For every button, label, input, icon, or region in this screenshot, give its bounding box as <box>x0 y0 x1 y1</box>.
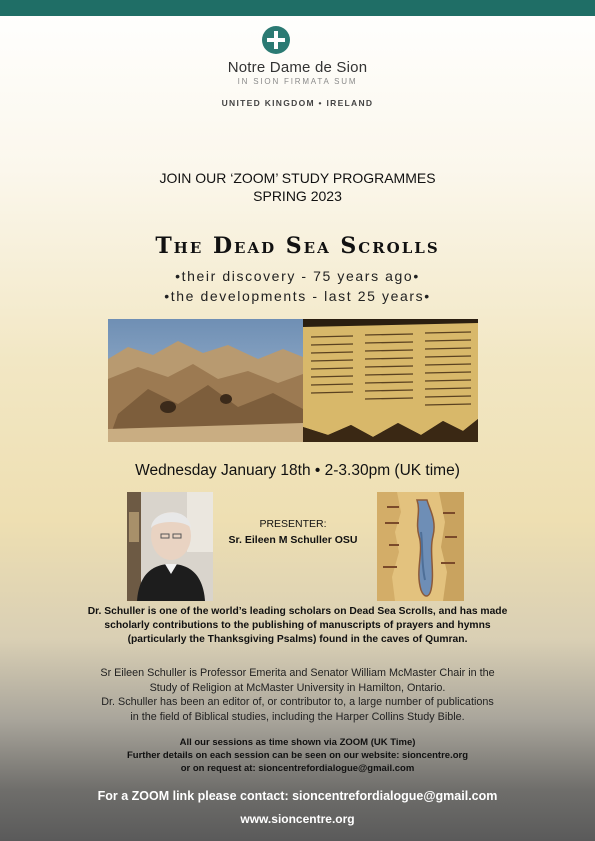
cross-logo-icon <box>262 26 290 54</box>
sessions-line: All our sessions as time shown via ZOOM (UK Time) <box>179 737 416 748</box>
presenter-portrait <box>127 492 213 601</box>
session-information <box>0 736 595 775</box>
talk-title: The Dead Sea Scrolls <box>155 233 440 259</box>
programme-season: SPRING 2023 <box>253 188 342 204</box>
zoom-contact-line: For a ZOOM link please contact: sioncentrefordialogue@gmail.com <box>97 789 498 803</box>
bio-line: Study of Religion at McMaster University in Hamilton, Ontario. <box>149 681 446 694</box>
qumran-caves-photo <box>108 319 303 442</box>
presenter-label: PRESENTER: <box>259 518 327 530</box>
sessions-line: Further details on each session can be seen on our website: sioncentre.org <box>126 750 469 761</box>
organisation-name: Notre Dame de Sion <box>227 59 368 76</box>
presenter-biography <box>0 666 595 724</box>
bio-bold-line: Dr. Schuller is one of the world’s leading scholars on Dead Sea Scrolls, and has made <box>87 606 508 617</box>
bio-bold-line: scholarly contributions to the publishing of manuscripts of prayers and hymns <box>104 620 491 631</box>
bio-line: Dr. Schuller has been an editor of, or contributor to, a large number of publications <box>101 696 494 708</box>
programme-heading: JOIN OUR ‘ZOOM’ STUDY PROGRAMMES <box>159 170 436 186</box>
bio-line: in the field of Biblical studies, including the Harper Collins Study Bible. <box>130 710 465 723</box>
scroll-fragment-photo <box>303 319 478 442</box>
sessions-line: or on request at: sioncentrefordialogue@gmail.com <box>180 763 415 774</box>
bio-bold-line: (particularly the Thanksgiving Psalms) found in the caves of Qumran. <box>127 634 468 645</box>
top-accent-bar <box>0 0 595 16</box>
bio-line: Sr Eileen Schuller is Professor Emerita and Senator William McMaster Chair in the <box>100 667 495 679</box>
dead-sea-map <box>377 492 464 601</box>
talk-subtitle-developments: •the developments - last 25 years• <box>164 288 431 304</box>
organisation-motto: IN SION FIRMATA SUM <box>237 77 358 86</box>
presenter-name: Sr. Eileen M Schuller OSU <box>228 534 358 546</box>
session-date-time: Wednesday January 18th • 2-3.30pm (UK time) <box>135 462 460 479</box>
website-link[interactable]: www.sioncentre.org <box>240 812 355 826</box>
presenter-highlight <box>0 605 595 647</box>
region-label: UNITED KINGDOM • IRELAND <box>221 98 374 108</box>
talk-subtitle-discovery: •their discovery - 75 years ago• <box>175 268 420 284</box>
